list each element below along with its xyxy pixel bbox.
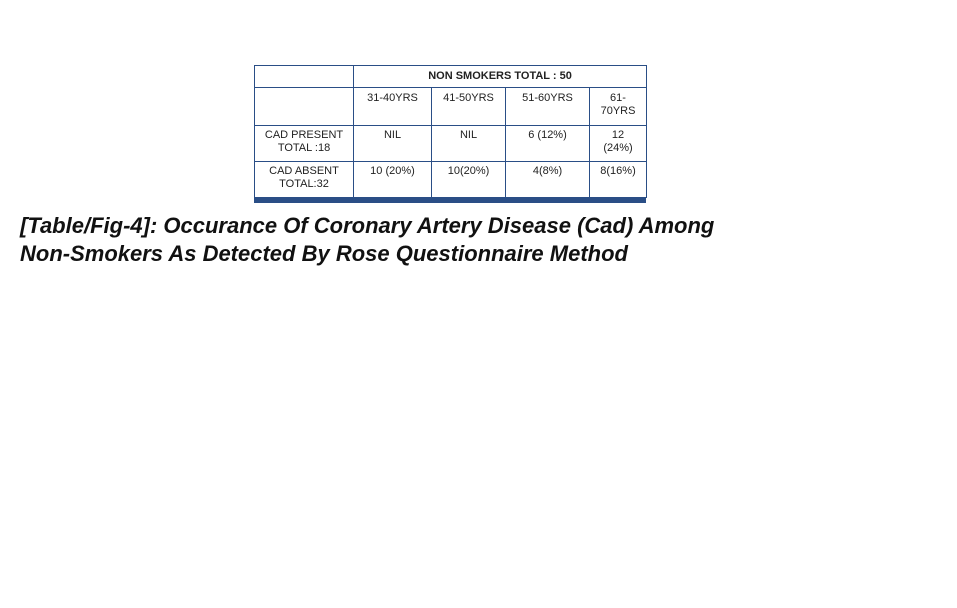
data-table-container bbox=[254, 65, 646, 203]
age-col-41-50: 41-50YRS bbox=[432, 88, 506, 126]
table-cell bbox=[590, 126, 647, 162]
age-col-51-60: 51-60YRS bbox=[506, 88, 590, 126]
table-cell: NIL bbox=[432, 126, 506, 162]
age-col-61-70-line1: 61- bbox=[610, 92, 626, 104]
non-smokers-cad-table bbox=[254, 65, 647, 198]
table-corner-cell bbox=[255, 66, 354, 88]
cell-line1: 12 bbox=[611, 129, 625, 141]
table-cell: 6 (12%) bbox=[506, 126, 590, 162]
table-cell: 4(8%) bbox=[506, 162, 590, 198]
age-col-61-70 bbox=[590, 88, 647, 126]
age-group-row bbox=[255, 88, 647, 126]
age-col-31-40: 31-40YRS bbox=[354, 88, 432, 126]
table-bottom-rule bbox=[254, 198, 646, 203]
row-label-cad-present bbox=[255, 126, 354, 162]
row-label-line2: TOTAL:32 bbox=[279, 178, 329, 190]
table-row bbox=[255, 126, 647, 162]
table-row bbox=[255, 162, 647, 198]
row-label-line2: TOTAL :18 bbox=[277, 142, 331, 154]
caption-line2: Non-Smokers As Detected By Rose Questionnaire Method bbox=[20, 241, 628, 266]
row-label-line1: CAD ABSENT bbox=[269, 165, 339, 177]
table-cell: 10 (20%) bbox=[354, 162, 432, 198]
table-cell: NIL bbox=[354, 126, 432, 162]
group-header-cell: NON SMOKERS TOTAL : 50 bbox=[354, 66, 647, 88]
row-label-line1: CAD PRESENT bbox=[264, 129, 344, 141]
table-cell: 10(20%) bbox=[432, 162, 506, 198]
table-header-row bbox=[255, 66, 647, 88]
cell-line2: (24%) bbox=[603, 142, 633, 154]
figure-caption bbox=[20, 212, 920, 268]
caption-line1: [Table/Fig-4]: Occurance Of Coronary Artery Disease (Cad) Among bbox=[20, 213, 715, 238]
age-row-label-cell bbox=[255, 88, 354, 126]
age-col-61-70-line2: 70YRS bbox=[600, 105, 636, 117]
table-cell: 8(16%) bbox=[590, 162, 647, 198]
row-label-cad-absent bbox=[255, 162, 354, 198]
